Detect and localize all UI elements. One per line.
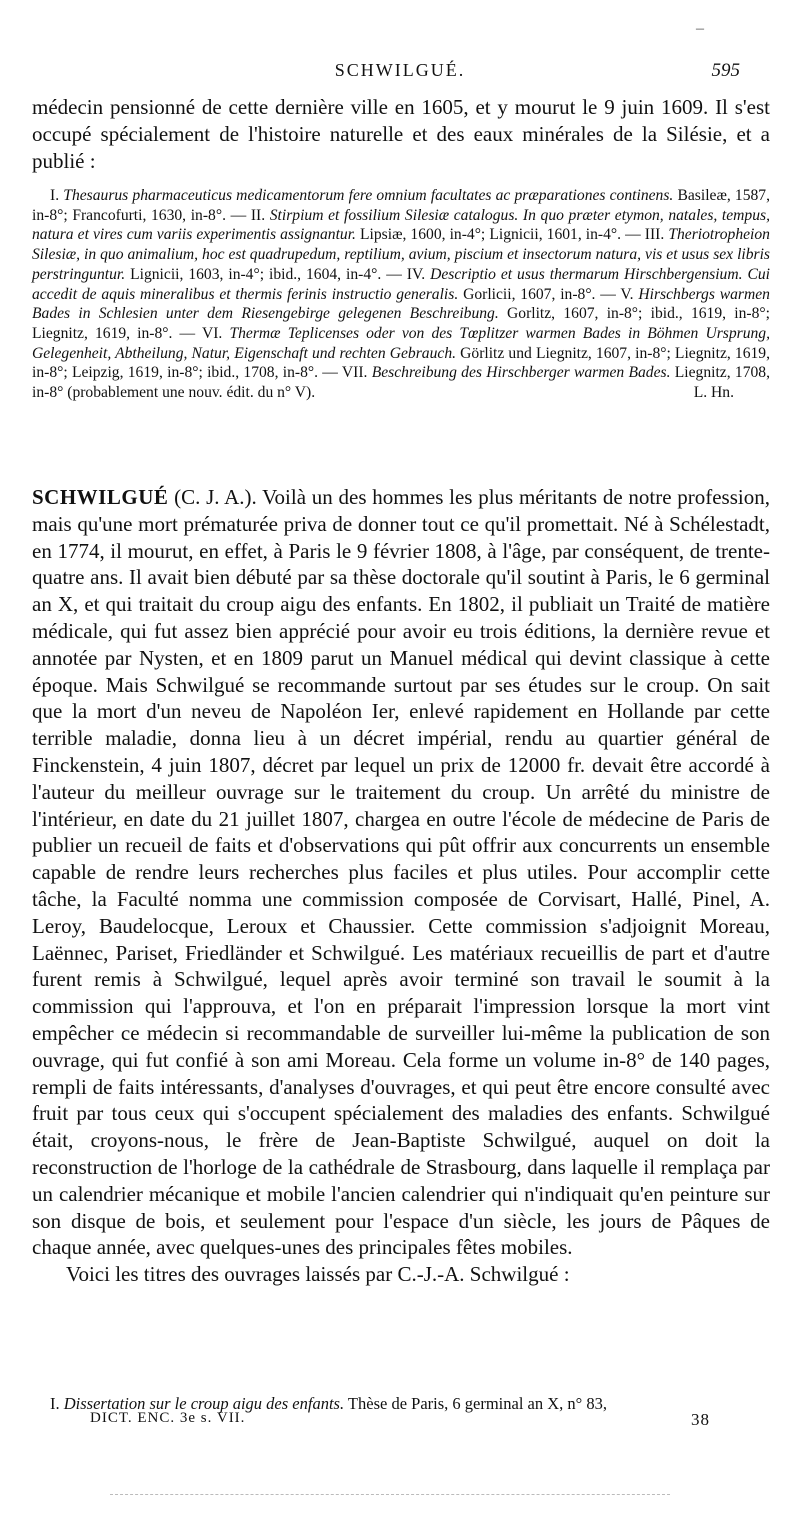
signature-line: DICT. ENC. 3e s. VII. [90, 1410, 246, 1426]
works-entry: I. Dissertation sur le croup aigu des enfants. Thèse de Paris, 6 germinal an X, n° 83, [50, 1394, 607, 1413]
article-headword: SCHWILGUÉ [32, 485, 169, 509]
article-entry [32, 484, 770, 1288]
work-title: Stirpium et fossilium Silesiæ catalogus. In quo præter etymon, natales, tempus, natura et vires cum variis experimentis assignantur. [32, 206, 770, 244]
continued-paragraph: médecin pensionné de cette dernière ville en 1605, et y mourut le 9 juin 1609. Il s'est occupé spécialement de l'histoire naturelle et des eaux minérales de la Silésie, et a publié : [32, 95, 770, 173]
work-title: Thermæ Teplicenses oder von des Tœplitzer warmen Bades in Böhmen Ursprung, Gelegenheit, Abtheilung, Natur, Eigenschaft und rechten Gebrauch. [32, 324, 770, 362]
running-header [32, 60, 768, 88]
work-title: Dissertation sur le croup aigu des enfants. [63, 1394, 345, 1413]
running-title: SCHWILGUÉ. [334, 60, 466, 80]
article-closing-line: Voici les titres des ouvrages laissés par C.-J.-A. Schwilgué : [66, 1262, 570, 1287]
work-title: Beschreibung des Hirschberger warmen Bades. [371, 364, 671, 382]
article-paragraph [32, 484, 770, 1261]
corner-mark: – [696, 20, 704, 37]
bibliography-entries: I. Thesaurus pharmaceuticus medicamentorum fere omnium facultates ac præparationes continens. Basileæ, 1587, in-8°; Francofurti, 1630, in-8°. — II. Stirpium et fossilium Silesiæ catalogus. In quo præter etymon, natales, tempus, natura et vires cum variis experimentis assignantur. Lipsiæ, 1600, in-4°; Lignicii, 1601, in-4°. — III. Theriotropheion Silesiæ, in quo animalium, hoc est quadrupedum, reptilium, avium, piscium et insectorum natura, vis et usus sex libris perstringuntur. Lignicii, 1603, in-4°; ibid., 1604, in-4°. — IV. Descriptio et usus thermarum Hirschbergensium. Cui accedit de aquis mineralibus et thermis ferinis instructio generalis. Gorlicii, 1607, in-8°. — V. Hirschbergs warmen Bades in Schlesien unter dem Riesengebirge gelegenen Beschreibung. Gorlitz, 1607, in-8°; ibid., 1619, in-8°; Liegnitz, 1619, in-8°. — VI. Thermæ Teplicenses oder von des Tœplitzer warmen Bades in Böhmen Ursprung, Gelegenheit, Abtheilung, Natur, Eigenschaft und rechten Gebrauch. Görlitz und Liegnitz, 1607, in-8°; Liegnitz, 1619, in-8°; Leipzig, 1619, in-8°; ibid., 1708, in-8°. — VII. Beschreibung des Hirschberger warmen Bades. Liegnitz, 1708, in-8° (probablement une nouv. édit. du n° V). L. Hn. [32, 187, 771, 402]
faded-bottom-line [110, 1494, 670, 1495]
article-body: (C. J. A.). Voilà un des hommes les plus méritants de notre profession, mais qu'une mort prématurée priva de donner tout ce qu'il promettait. Né à Schélestadt, en 1774, il mourut, en effet, à Paris le 9 février 1808, à l'âge, par conséquent, de trente-quatre ans. Il avait bien débuté par sa thèse doctorale qu'il soutint à Paris, le 6 germinal an X, et qui traitait du croup aigu des enfants. En 1802, il publiait un Traité de matière médicale, qui fut assez bien apprécié pour avoir eu trois éditions, la dernière revue et annotée par Nysten, et en 1809 parut un Manuel médical qui devint classique à cette époque. Mais Schwilgué se recommande surtout par ses études sur le croup. On sait que la mort d'un neveu de Napoléon Ier, enlevé rapidement en Hollande par cette terrible maladie, donna lieu à un décret impérial, rendu au quartier général de Finckenstein, 4 juin 1807, décret par lequel un prix de 12000 fr. devait être accordé à l'auteur du meilleur ouvrage sur le traitement du croup. Un arrêté du ministre de l'intérieur, en date du 21 juillet 1807, chargea en outre l'école de médecine de Paris de publier un recueil de faits et d'observations qui pût offrir aux concurrents un ensemble capable de rendre leurs recherches plus faciles et plus utiles. Pour accomplir cette tâche, la Faculté nomma une commission composée de Corvisart, Hallé, Pinel, A. Leroy, Baudelocque, Leroux et Chaussier. Cette commission s'adjoignit Moreau, Laënnec, Pariset, Friedländer et Schwilgué. Les matériaux recueillis de part et d'autre furent remis à Schwilgué, lequel après avoir terminé son travail le soumit à la commission qui l'approuva, et l'on en préparait l'impression lorsque la mort vint empêcher ce médecin si recommandable de surveiller lui-même la publication de son ouvrage, qui fut confié à son ami Moreau. Cela forme un volume in-8° de 140 pages, rempli de faits intéressants, d'analyses d'ouvrages, et qui peut être encore consulté avec fruit par tous ceux qui s'occupent spécialement des maladies des enfants. Schwilgué était, croyons-nous, le frère de Jean-Baptiste Schwilgué, auquel on doit la reconstruction de l'horloge de la cathédrale de Strasbourg, dans laquelle il remplaça par un calendrier mécanique et mobile l'ancien calendrier qui n'indiquait qu'en peinture sur son disque de bois, et seulement pour l'espace d'un siècle, les jours de Pâques de chaque année, avec quelques-unes des principales fêtes mobiles. [32, 485, 770, 1260]
work-title: Thesaurus pharmaceuticus medicamentorum fere omnium facultates ac præparationes continens. [63, 187, 674, 204]
gathering-number: 38 [691, 1410, 710, 1429]
bibliography-block [32, 186, 770, 403]
work-title: Hirschbergs warmen Bades in Schlesien unter dem Riesengebirge gelegenen Beschreibung. [32, 285, 770, 323]
author-signature: L. Hn. [693, 384, 734, 402]
page-number: 595 [711, 60, 740, 81]
page-footer [90, 1410, 710, 1432]
work-title: Theriotropheion Silesiæ, in quo animalium, hoc est quadrupedum, reptilium, avium, piscium et insectorum natura, vis et usus sex libris perstringuntur. [32, 226, 770, 283]
work-title: Descriptio et usus thermarum Hirschbergensium. Cui accedit de aquis mineralibus et thermis ferinis instructio generalis. [32, 265, 770, 303]
